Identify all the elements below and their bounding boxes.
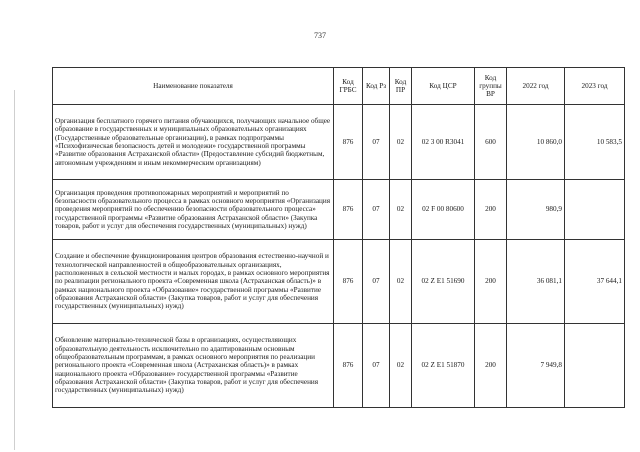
row-rz: 07: [363, 180, 390, 240]
row-csr: 02 Z E1 51870: [412, 324, 475, 408]
row-rz: 07: [363, 324, 390, 408]
table-row: [53, 324, 625, 408]
header-grbs: Код ГРБС: [334, 68, 363, 105]
row-vr: 200: [475, 180, 507, 240]
page-number: 737: [314, 31, 326, 40]
row-2022: 980,9: [507, 180, 565, 240]
scan-edge-line: [14, 90, 15, 450]
row-rz: 07: [363, 240, 390, 324]
header-name: Наименование показателя: [53, 68, 334, 105]
row-2022: 7 949,8: [507, 324, 565, 408]
row-2022: 10 860,0: [507, 105, 565, 180]
row-csr: 02 Z E1 51690: [412, 240, 475, 324]
table-row: [53, 240, 625, 324]
table-row: [53, 105, 625, 180]
header-vr: Код группы ВР: [475, 68, 507, 105]
row-2022: 36 081,1: [507, 240, 565, 324]
header-pr: Код ПР: [390, 68, 412, 105]
header-rz: Код Рз: [363, 68, 390, 105]
budget-table: [52, 67, 625, 408]
row-2023: 37 644,1: [565, 240, 625, 324]
row-grbs: 876: [334, 324, 363, 408]
row-2023: [565, 324, 625, 408]
row-name: Создание и обеспечение функционирования центров образования естественно-научной и технологической направленностей в общеобразовательных организациях, расположенных в сельской местности и малых городах, в рамках основного мероприятия по реализации регионального проекта «Современная школа (Астраханская область)» в рамках национального проекта «Образование» государственной программы «Развитие образования Астраханской области» (Закупка товаров, работ и услуг для обеспечения государственных (муниципальных) нужд): [53, 240, 334, 324]
row-pr: 02: [390, 240, 412, 324]
header-2022: 2022 год: [507, 68, 565, 105]
row-vr: 200: [475, 240, 507, 324]
row-vr: 600: [475, 105, 507, 180]
header-2023: 2023 год: [565, 68, 625, 105]
table-header-row: [53, 68, 625, 105]
row-csr: 02 3 00 R3041: [412, 105, 475, 180]
table-row: [53, 180, 625, 240]
row-rz: 07: [363, 105, 390, 180]
row-name: Организация проведения противопожарных мероприятий и мероприятий по безопасности образовательного процесса в рамках основного мероприятия «Организация проведения мероприятий по обеспечению безопасности образовательного процесса» государственной программы «Развитие образования Астраханской области» (Закупка товаров, работ и услуг для обеспечения государственных (муниципальных) нужд): [53, 180, 334, 240]
row-grbs: 876: [334, 180, 363, 240]
row-pr: 02: [390, 105, 412, 180]
row-2023: [565, 180, 625, 240]
row-pr: 02: [390, 180, 412, 240]
row-name: Организация бесплатного горячего питания обучающихся, получающих начальное общее образование в государственных и муниципальных образовательных организациях (Государственные образовательные организации), в рамках подпрограммы «Психофизическая безопасность детей и молодежи» государственной программы «Развитие образования Астраханской области» (Предоставление субсидий бюджетным, автономным учреждениям и иным некоммерческим организациям): [53, 105, 334, 180]
row-grbs: 876: [334, 240, 363, 324]
header-csr: Код ЦСР: [412, 68, 475, 105]
row-grbs: 876: [334, 105, 363, 180]
row-pr: 02: [390, 324, 412, 408]
row-name: Обновление материально-технической базы в организациях, осуществляющих образовательную деятельность исключительно по адаптированным основным общеобразовательным программам, в рамках основного мероприятия по реализации регионального проекта «Современная школа (Астраханская область)» в рамках национального проекта «Образование» государственной программы «Развитие образования Астраханской области» (Закупка товаров, работ и услуг для обеспечения государственных (муниципальных) нужд): [53, 324, 334, 408]
row-csr: 02 F 00 80600: [412, 180, 475, 240]
row-2023: 10 583,5: [565, 105, 625, 180]
row-vr: 200: [475, 324, 507, 408]
